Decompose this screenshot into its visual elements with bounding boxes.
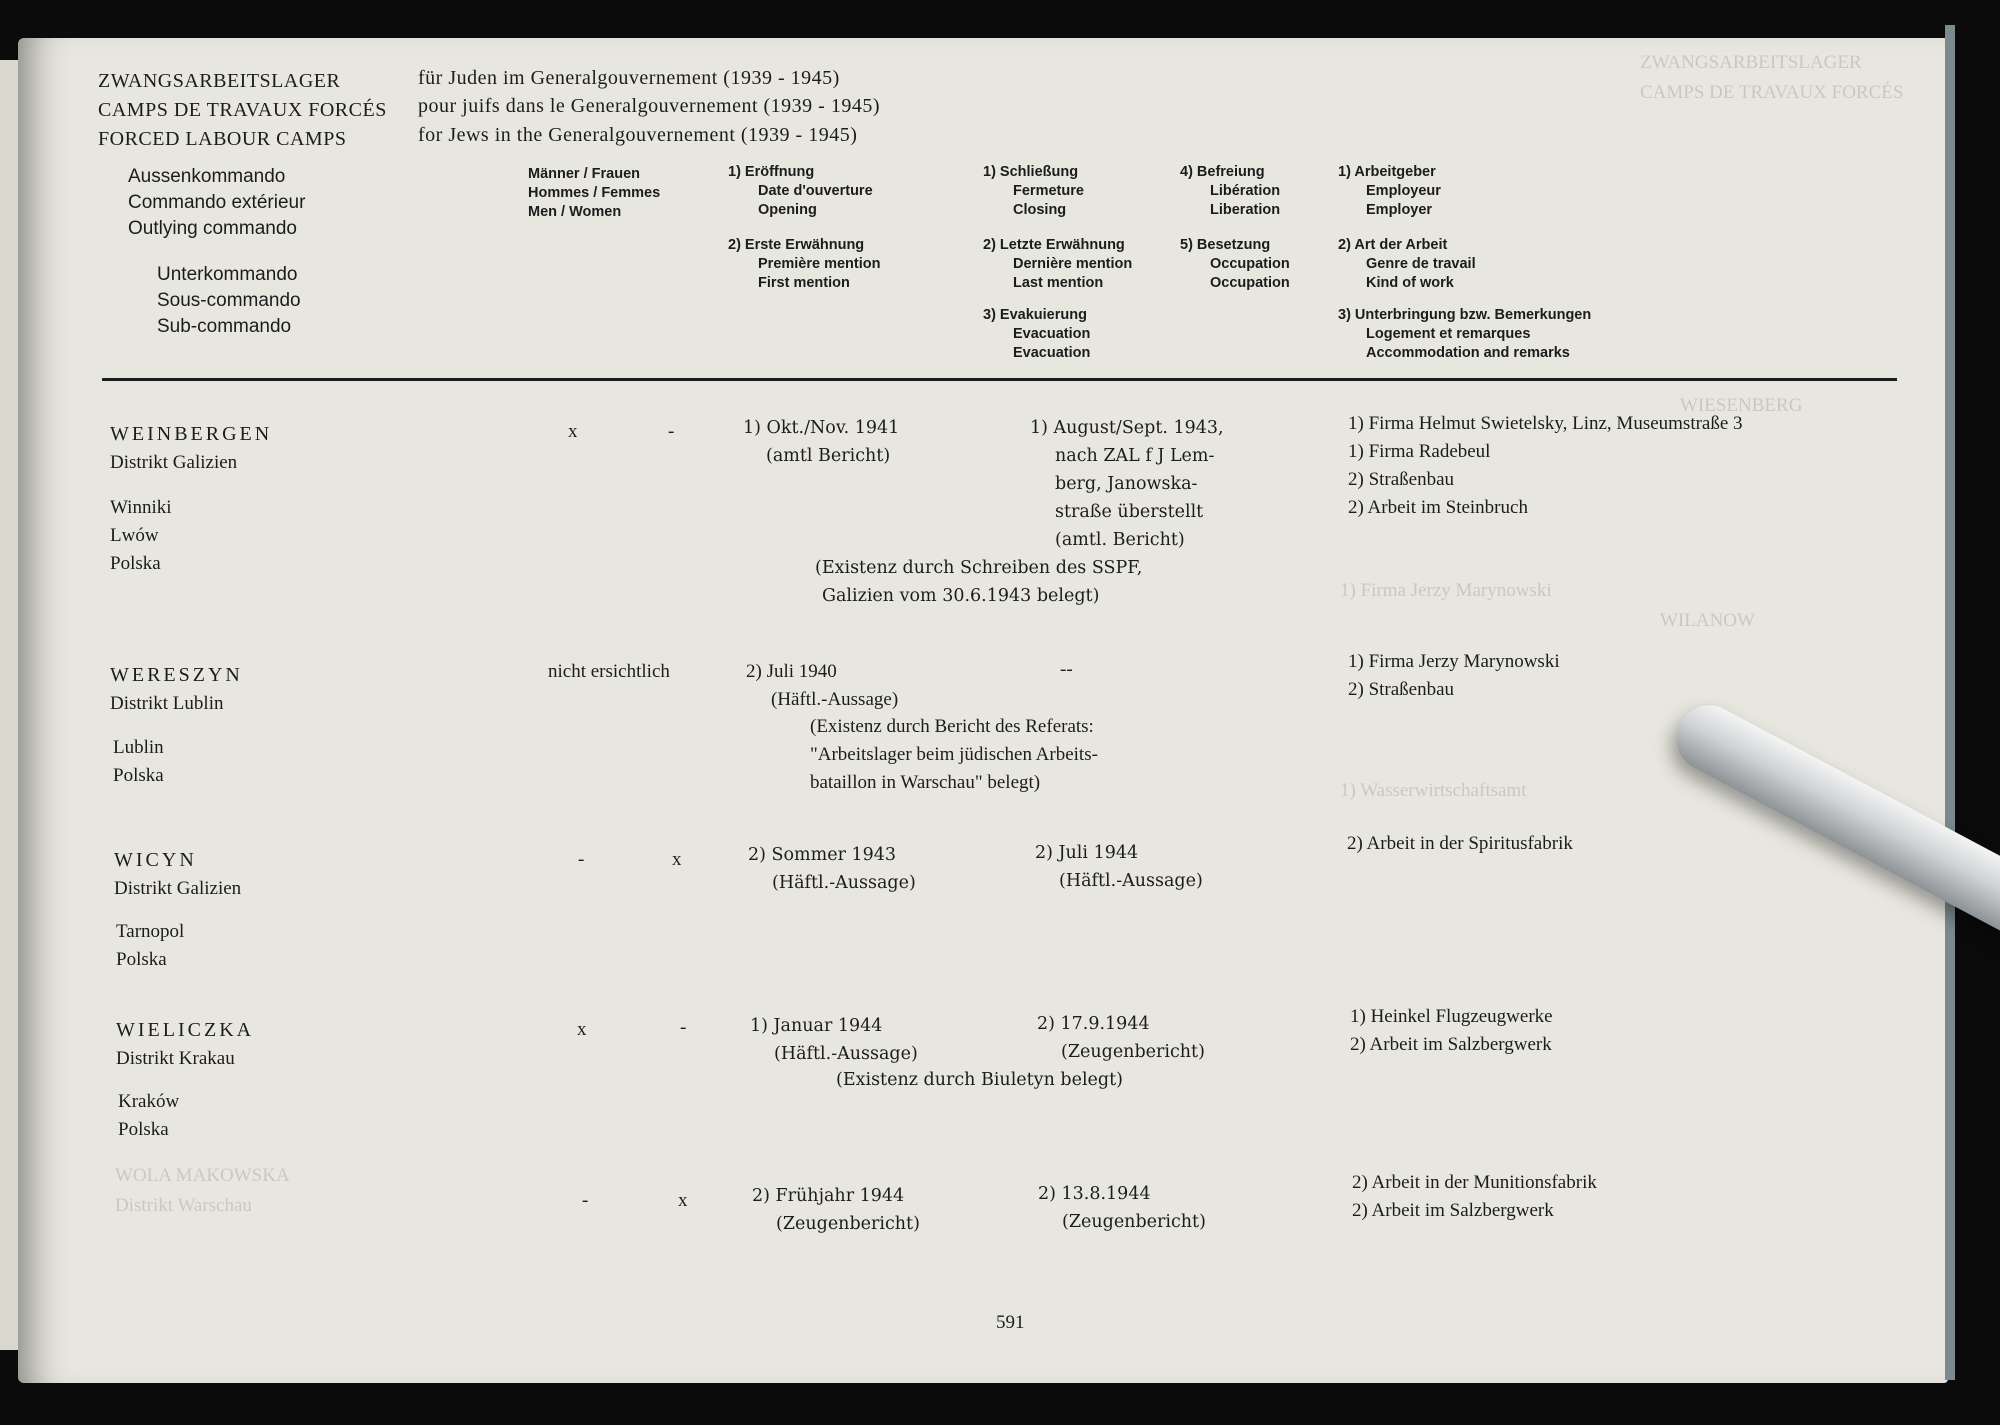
women-mark: x bbox=[678, 1190, 688, 1211]
legend-accommodation: 3) Unterbringung bzw. Bemerkungen Logement et remarques Accommodation and remarks bbox=[1338, 307, 1592, 361]
employer-work: 1) Firma Helmut Swietelsky, Linz, Museumstraße 3 1) Firma Radebeul 2) Straßenbau 2) Arbeit im Steinbruch bbox=[1348, 413, 1743, 518]
show-through-text: 1) Firma Jerzy Marynowski bbox=[1340, 580, 1552, 601]
outlying-commando-label: Aussenkommando Commando extérieur Outlying commando bbox=[128, 166, 306, 239]
header-divider bbox=[102, 378, 1897, 381]
men-mark: x bbox=[568, 421, 578, 442]
page-number: 591 bbox=[996, 1312, 1025, 1333]
camp-district: Distrikt Lublin bbox=[110, 693, 224, 714]
women-mark: - bbox=[668, 421, 675, 442]
existence-remark: (Existenz durch Biuletyn belegt) bbox=[836, 1070, 1123, 1090]
show-through-text: WILANOW bbox=[1660, 610, 1755, 631]
men-mark: - bbox=[578, 849, 585, 870]
employer-work: 2) Arbeit in der Spiritusfabrik bbox=[1347, 833, 1573, 854]
camp-place: Lublin Polska bbox=[113, 737, 164, 786]
subtitle-german: für Juden im Generalgouvernement (1939 - 1945) bbox=[418, 67, 840, 89]
camp-name: WERESZYN bbox=[110, 664, 243, 686]
men-mark: - bbox=[582, 1190, 589, 1211]
men-mark: x bbox=[577, 1019, 587, 1040]
employer-work: 1) Heinkel Flugzeugwerke 2) Arbeit im Salzbergwerk bbox=[1350, 1006, 1553, 1055]
legend-last-mention: 2) Letzte Erwähnung Dernière mention Last mention bbox=[983, 237, 1133, 291]
legend-occupation: 5) Besetzung Occupation Occupation bbox=[1180, 237, 1290, 291]
sub-commando-label: Unterkommando Sous-commando Sub-commando bbox=[157, 264, 301, 337]
women-mark: x bbox=[672, 849, 682, 870]
show-through-text: Distrikt Warschau bbox=[115, 1195, 252, 1216]
existence-remark: (Existenz durch Schreiben des SSPF, Galizien vom 30.6.1943 belegt) bbox=[815, 558, 1143, 606]
camp-district: Distrikt Galizien bbox=[114, 878, 242, 899]
closing-date: 1) August/Sept. 1943, nach ZAL f J Lem- berg, Janowska- straße überstellt (amtl. Bericht) bbox=[1030, 418, 1224, 550]
opening-date: 2) Sommer 1943 (Häftl.-Aussage) bbox=[748, 845, 916, 893]
camp-place: Tarnopol Polska bbox=[116, 921, 185, 970]
camp-name: WICYN bbox=[114, 849, 197, 871]
subtitle-english: for Jews in the Generalgouvernement (1939 - 1945) bbox=[418, 124, 858, 146]
show-through-text: WOLA MAKOWSKA bbox=[115, 1165, 290, 1186]
opening-date: 1) Okt./Nov. 1941 (amtl Bericht) bbox=[743, 418, 900, 466]
book-edge bbox=[1945, 25, 1955, 1380]
opening-date: 1) Januar 1944 (Häftl.-Aussage) bbox=[750, 1016, 918, 1064]
camp-name: WEINBERGEN bbox=[110, 423, 273, 445]
subtitle-french: pour juifs dans le Generalgouvernement (1939 - 1945) bbox=[418, 95, 880, 117]
legend-evacuation: 3) Evakuierung Evacuation Evacuation bbox=[983, 307, 1091, 361]
title-french: CAMPS DE TRAVAUX FORCÉS bbox=[98, 99, 387, 121]
legend-gender: Männer / Frauen Hommes / Femmes Men / Women bbox=[528, 166, 661, 220]
legend-closing: 1) Schließung Fermeture Closing bbox=[983, 164, 1084, 218]
legend-kind-of-work: 2) Art der Arbeit Genre de travail Kind of work bbox=[1338, 237, 1476, 291]
title-english: FORCED LABOUR CAMPS bbox=[98, 128, 347, 150]
existence-remark: (Existenz durch Bericht des Referats: "Arbeitslager beim jüdischen Arbeits- bataillon in Warschau" belegt) bbox=[810, 716, 1098, 793]
opening-date: 2) Frühjahr 1944 (Zeugenbericht) bbox=[752, 1186, 920, 1234]
camp-place: Winniki Lwów Polska bbox=[110, 497, 172, 574]
camp-district: Distrikt Galizien bbox=[110, 452, 238, 473]
closing-date: -- bbox=[1060, 659, 1073, 680]
gender-not-evident: nicht ersichtlich bbox=[548, 661, 670, 682]
closing-date: 2) 13.8.1944 (Zeugenbericht) bbox=[1038, 1184, 1206, 1232]
camp-district: Distrikt Krakau bbox=[116, 1048, 235, 1069]
camp-name: WIELICZKA bbox=[116, 1019, 255, 1041]
closing-date: 2) 17.9.1944 (Zeugenbericht) bbox=[1037, 1014, 1205, 1062]
employer-work: 1) Firma Jerzy Marynowski 2) Straßenbau bbox=[1348, 651, 1560, 700]
legend-opening: 1) Eröffnung Date d'ouverture Opening bbox=[728, 164, 873, 218]
show-through-text: CAMPS DE TRAVAUX FORCÉS bbox=[1640, 82, 1904, 103]
employer-work: 2) Arbeit in der Munitionsfabrik 2) Arbeit im Salzbergwerk bbox=[1352, 1172, 1597, 1221]
show-through-text: 1) Wasserwirtschaftsamt bbox=[1340, 780, 1527, 801]
show-through-text: ZWANGSARBEITSLAGER bbox=[1640, 52, 1862, 73]
opening-date: 2) Juli 1940 (Häftl.-Aussage) bbox=[746, 661, 899, 710]
women-mark: - bbox=[680, 1017, 687, 1038]
legend-first-mention: 2) Erste Erwähnung Première mention First mention bbox=[728, 237, 881, 291]
closing-date: 2) Juli 1944 (Häftl.-Aussage) bbox=[1035, 843, 1203, 891]
legend-employer: 1) Arbeitgeber Employeur Employer bbox=[1338, 164, 1441, 218]
show-through-text: WIESENBERG bbox=[1680, 395, 1803, 416]
title-german: ZWANGSARBEITSLAGER bbox=[98, 70, 341, 92]
camp-place: Kraków Polska bbox=[118, 1091, 180, 1140]
legend-liberation: 4) Befreiung Libération Liberation bbox=[1180, 164, 1281, 218]
